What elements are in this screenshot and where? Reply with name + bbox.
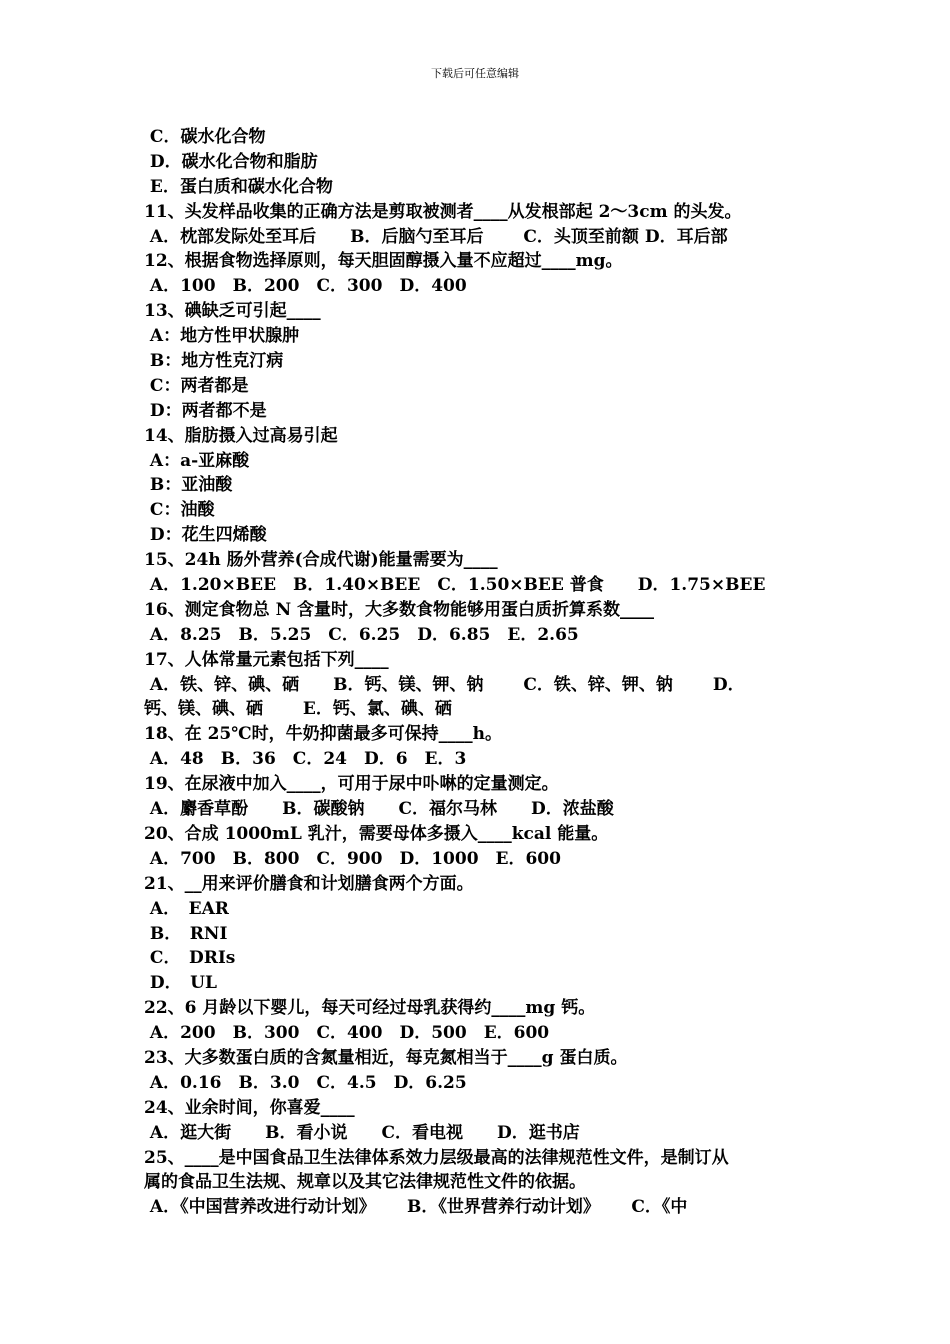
text-line: 14、脂肪摄入过高易引起 [144,425,338,446]
text-line: 19、在尿液中加入____，可用于尿中卟啉的定量测定。 [144,774,559,795]
text-line: A．1.20×BEE B．1.40×BEE C．1.50×BEE 普食 D．1.75×BEE [144,575,766,596]
text-line: 23、大多数蛋白质的含氮量相近，每克氮相当于____g 蛋白质。 [144,1047,628,1068]
text-line: D．碳水化合物和脂肪 [144,151,318,172]
text-line: C．碳水化合物 [144,127,266,147]
text-line: 22、6 月龄以下婴儿，每天可经过母乳获得约____mg 钙。 [144,998,596,1019]
text-line: A．200 B．300 C．400 D．500 E．600 [144,1023,550,1044]
document-body [144,125,809,1220]
text-line: A．700 B．800 C．900 D．1000 E．600 [144,848,561,869]
text-line: 15、24h 肠外营养(合成代谢)能量需要为____ [144,550,498,571]
text-line: C． DRIs [144,948,236,969]
page-header: 下载后可任意编辑 [431,67,519,80]
text-line: A．48 B．36 C．24 D．6 E．3 [144,749,467,770]
text-line: B：亚油酸 [144,475,233,496]
text-line: A．枕部发际处至耳后 B．后脑勺至耳后 C．头顶至前额 D．耳后部 [144,226,728,247]
text-line: A：a-亚麻酸 [144,450,250,471]
text-line: A：地方性甲状腺肿 [144,326,300,347]
text-line: 18、在 25℃时，牛奶抑菌最多可保持____h。 [144,724,502,745]
text-line: 17、人体常量元素包括下列____ [144,649,389,670]
text-line: D． UL [144,973,217,994]
text-line: A． EAR [144,898,229,919]
text-line: A．8.25 B．5.25 C．6.25 D．6.85 E．2.65 [144,624,579,645]
text-line: A．铁、锌、碘、硒 B．钙、镁、钾、钠 C．铁、锌、钾、钠 D． [144,674,745,695]
text-line: A．麝香草酚 B．碳酸钠 C．福尔马林 D．浓盐酸 [144,799,614,820]
text-line: B． RNI [144,923,228,944]
text-line: A．100 B．200 C．300 D．400 [144,276,467,297]
text-line: E．蛋白质和碳水化合物 [144,176,333,197]
text-line: 16、测定食物总 N 含量时，大多数食物能够用蛋白质折算系数____ [144,599,655,620]
text-line: 13、碘缺乏可引起____ [144,301,321,322]
text-line: 20、合成 1000mL 乳汁，需要母体多摄入____kcal 能量。 [144,823,609,844]
text-line: B：地方性克汀病 [144,351,284,372]
text-line: A．《中国营养改进行动计划》 B．《世界营养行动计划》 C．《中 [144,1197,688,1218]
text-line: D：两者都不是 [144,400,267,421]
text-line: 11、头发样品收集的正确方法是剪取被测者____从发根部起 2～3cm 的头发。 [144,201,742,222]
text-line: A．逛大街 B．看小说 C．看电视 D．逛书店 [144,1122,580,1143]
text-line: 25、____是中国食品卫生法律体系效力层级最高的法律规范性文件，是制订从 [144,1147,729,1168]
text-line: 21、__用来评价膳食和计划膳食两个方面。 [144,873,474,894]
text-line: 属的食品卫生法规、规章以及其它法律规范性文件的依据。 [144,1172,586,1193]
text-line: C：油酸 [144,500,215,521]
text-line: 24、业余时间，你喜爱____ [144,1097,355,1118]
text-line: 钙、镁、碘、硒 E．钙、氯、碘、硒 [144,699,452,720]
text-line: D：花生四烯酸 [144,525,267,546]
text-line: A．0.16 B．3.0 C．4.5 D．6.25 [144,1072,467,1093]
text-line: 12、根据食物选择原则，每天胆固醇摄入量不应超过____mg。 [144,251,623,272]
text-line: C：两者都是 [144,375,249,396]
